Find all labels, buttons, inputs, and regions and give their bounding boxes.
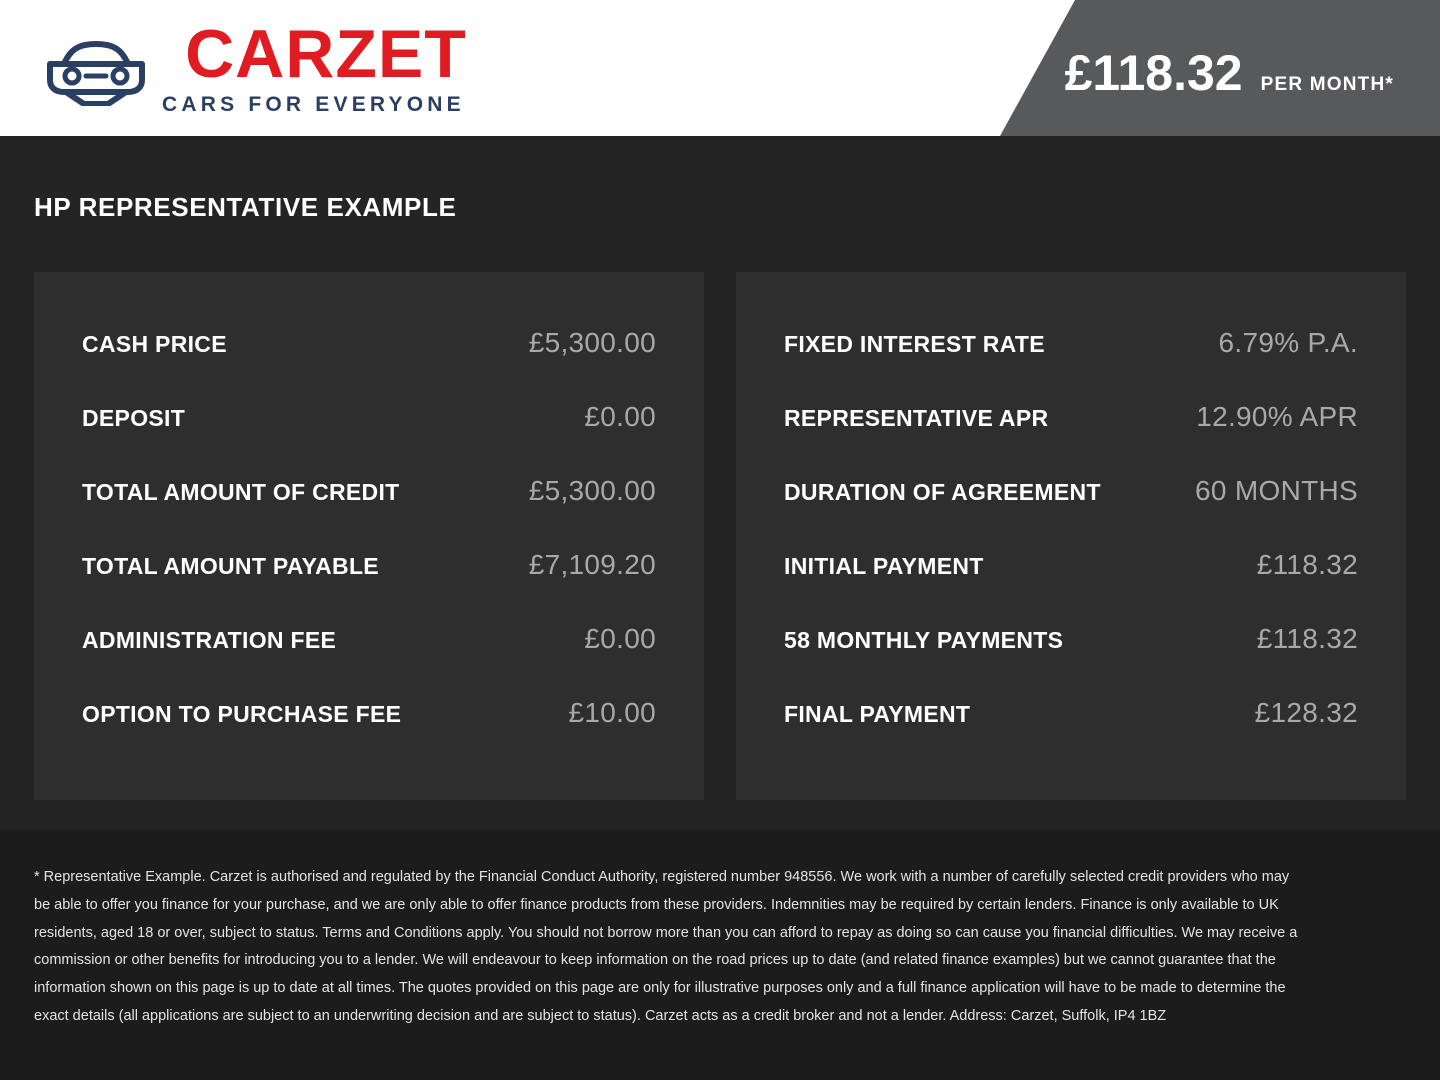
finance-panels	[34, 272, 1406, 800]
price-amount: £118.32	[1064, 45, 1243, 101]
row-value: 12.90% APR	[1196, 401, 1358, 432]
page-title: HP REPRESENTATIVE EXAMPLE	[34, 192, 457, 222]
row-value: £128.32	[1254, 697, 1358, 728]
page-footer	[0, 830, 1440, 1080]
table-row	[82, 676, 656, 750]
row-value: £118.32	[1256, 549, 1358, 580]
car-icon	[44, 30, 148, 106]
table-row	[784, 528, 1358, 602]
price-period: PER MONTH*	[1260, 74, 1394, 95]
row-label: DEPOSIT	[82, 405, 186, 431]
row-value: £0.00	[584, 401, 656, 432]
row-label: ADMINISTRATION FEE	[82, 627, 337, 653]
table-row	[784, 380, 1358, 454]
brand-tagline: CARS FOR EVERYONE	[162, 93, 465, 116]
finance-panel-right	[736, 272, 1406, 800]
brand-wordmark	[162, 16, 467, 116]
table-row	[784, 602, 1358, 676]
row-label: OPTION TO PURCHASE FEE	[82, 701, 402, 727]
row-label: FIXED INTEREST RATE	[784, 331, 1045, 357]
row-label: TOTAL AMOUNT OF CREDIT	[82, 479, 400, 505]
page-header	[0, 0, 1440, 136]
row-label: TOTAL AMOUNT PAYABLE	[82, 553, 379, 579]
row-label: CASH PRICE	[82, 331, 227, 357]
table-row	[82, 528, 656, 602]
table-row	[82, 454, 656, 528]
brand-logo	[44, 16, 467, 116]
row-value: £5,300.00	[528, 475, 656, 506]
row-label: FINAL PAYMENT	[784, 701, 971, 727]
main-content	[0, 136, 1440, 830]
table-row	[784, 454, 1358, 528]
row-value: 60 MONTHS	[1195, 475, 1358, 506]
finance-panel-left	[34, 272, 704, 800]
row-label: DURATION OF AGREEMENT	[784, 479, 1101, 505]
row-value: £0.00	[584, 623, 656, 654]
table-row	[82, 380, 656, 454]
row-label: INITIAL PAYMENT	[784, 553, 984, 579]
table-row	[784, 306, 1358, 380]
row-value: 6.79% P.A.	[1218, 327, 1358, 358]
table-row	[82, 602, 656, 676]
table-row	[784, 676, 1358, 750]
monthly-price	[1065, 44, 1394, 102]
row-value: £7,109.20	[528, 549, 656, 580]
brand-name: CARZET	[185, 16, 467, 92]
row-value: £10.00	[568, 697, 656, 728]
row-value: £118.32	[1256, 623, 1358, 654]
row-label: REPRESENTATIVE APR	[784, 405, 1049, 431]
row-label: 58 MONTHLY PAYMENTS	[784, 627, 1064, 653]
disclaimer-text: * Representative Example. Carzet is authorised and regulated by the Financial Conduct Authority, registered number 948556. We work with a number of carefully selected credit providers who may be able to offer you finance for your purchase, and we are only able to offer finance products from these providers. Indemnities may be required by certain lenders. Finance is only available to UK residents, aged 18 or over, subject to status. Terms and Conditions apply. You should not borrow more than you can afford to repay as doing so can cause you financial difficulties. We may receive a commission or other benefits for introducing you to a lender. We will endeavour to keep information on the road prices up to date (and related finance examples) but we cannot guarantee that the information shown on this page is up to date at all times. The quotes provided on this page are only for illustrative purposes only and a full finance application will have to be made to determine the exact details (all applications are subject to an underwriting decision and are subject to status). Carzet acts as a credit broker and not a lender. Address: Carzet, Suffolk, IP4 1BZ	[34, 869, 1298, 1025]
row-value: £5,300.00	[528, 327, 656, 358]
table-row	[82, 306, 656, 380]
